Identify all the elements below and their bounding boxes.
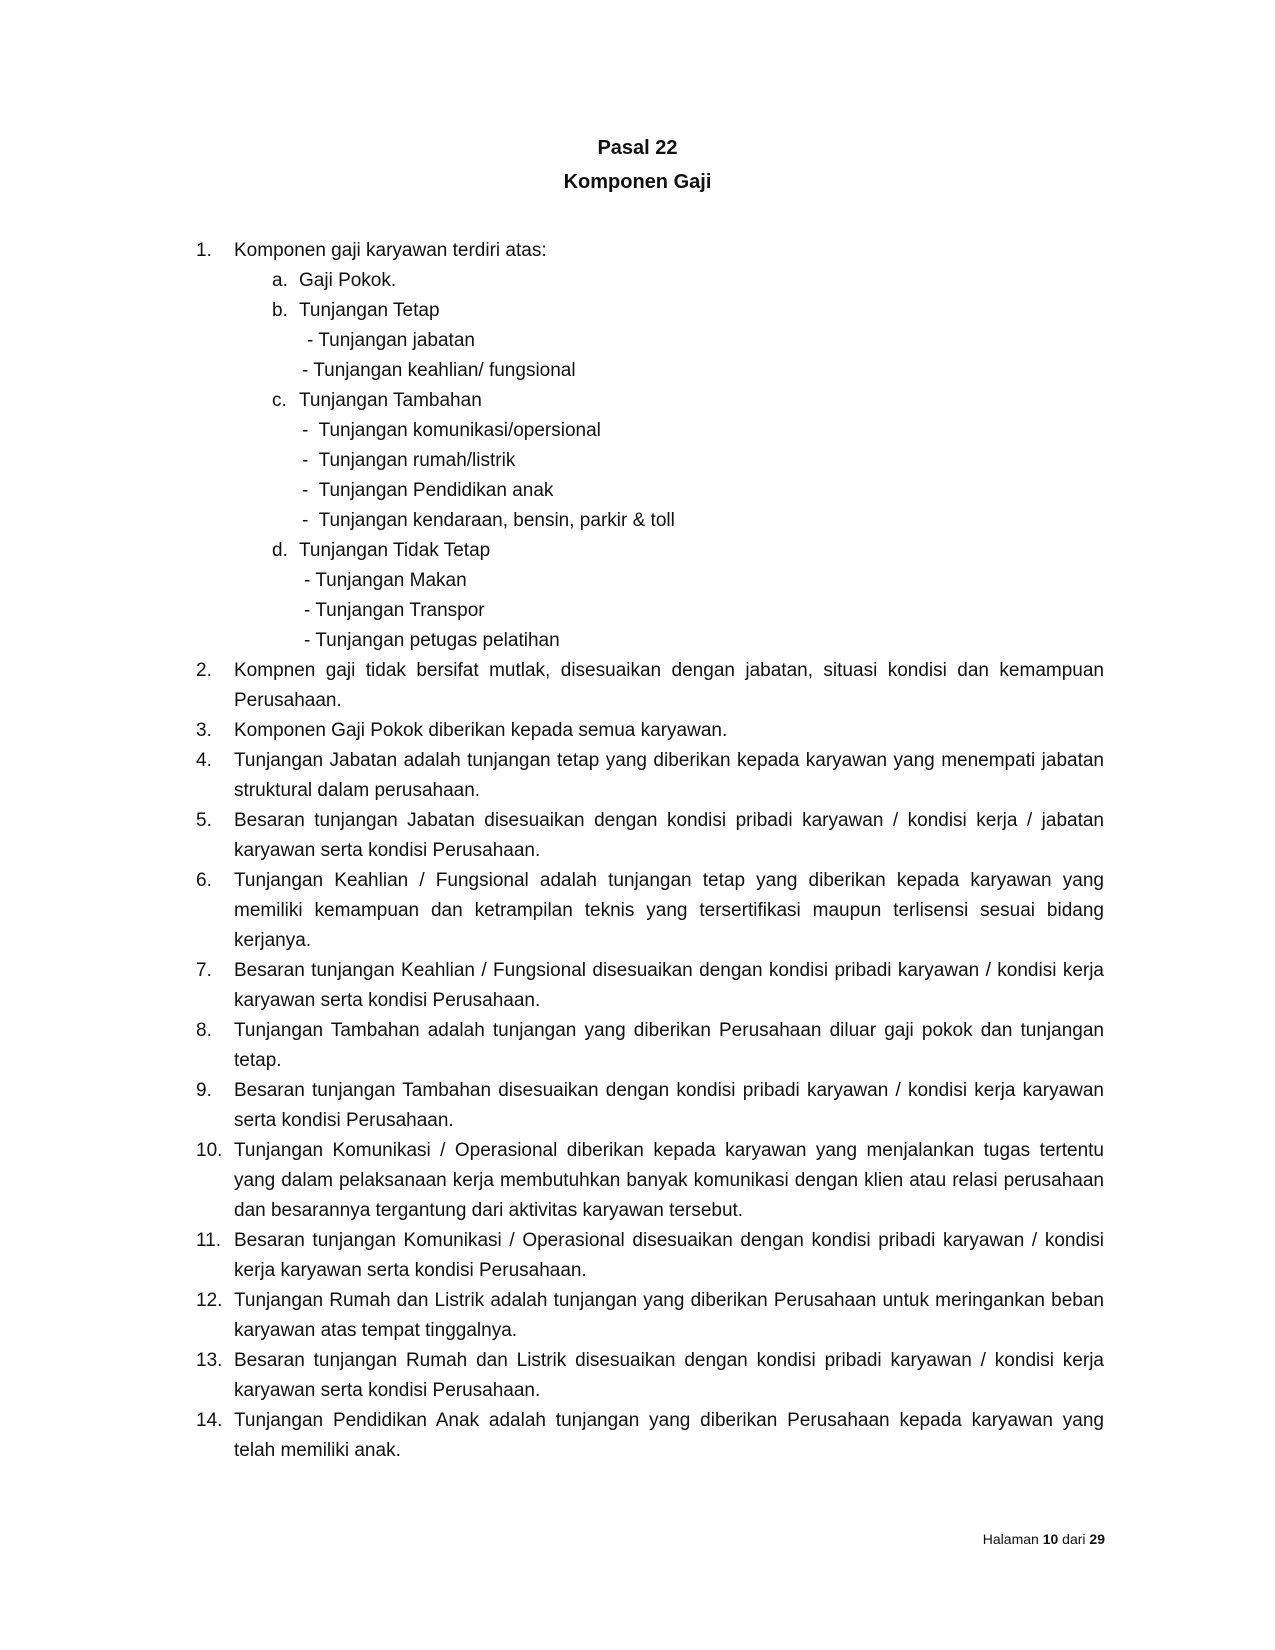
- list-number: 3.: [196, 720, 212, 741]
- dash-item: - Tunjangan rumah/listrik: [302, 450, 516, 471]
- list-number: 6.: [196, 870, 212, 891]
- list-item-4: [196, 746, 1104, 806]
- list-item-text: Komponen gaji karyawan terdiri atas:: [234, 240, 547, 261]
- dash-item: - Tunjangan Transpor: [304, 600, 485, 621]
- list-item-text: Besaran tunjangan Keahlian / Fungsional disesuaikan dengan kondisi pribadi karyawan / kondisi kerja karyawan serta kondisi Perusahaan.: [234, 960, 1104, 1011]
- sub-item-d: [196, 536, 1104, 566]
- dash-item: - Tunjangan petugas pelatihan: [304, 630, 560, 651]
- sub-label: Tunjangan Tidak Tetap: [299, 540, 491, 561]
- sub-item-c: [196, 386, 1104, 416]
- dash-item: - Tunjangan Pendidikan anak: [302, 480, 554, 501]
- list-item-text: Tunjangan Tambahan adalah tunjangan yang diberikan Perusahaan diluar gaji pokok dan tunjangan tetap.: [234, 1020, 1104, 1071]
- footer-middle: dari: [1062, 1531, 1086, 1547]
- list-item-3: [196, 716, 1104, 746]
- sub-label: Tunjangan Tambahan: [299, 390, 482, 411]
- list-number: 7.: [196, 960, 212, 981]
- page-number-footer: [983, 1530, 1105, 1548]
- article-number: Pasal 22: [597, 137, 678, 159]
- dash-item: - Tunjangan Makan: [304, 570, 467, 591]
- numbered-list: [196, 236, 1104, 1466]
- list-item-9: [196, 1076, 1104, 1136]
- list-number: 2.: [196, 660, 212, 681]
- list-item-1: [196, 236, 1104, 266]
- list-number: 14.: [196, 1410, 223, 1431]
- list-item-text: Besaran tunjangan Tambahan disesuaikan dengan kondisi pribadi karyawan / kondisi kerja karyawan serta kondisi Perusahaan.: [234, 1080, 1104, 1131]
- list-item-6: [196, 866, 1104, 956]
- sub-letter: a.: [272, 270, 288, 291]
- list-item-12: [196, 1286, 1104, 1346]
- list-number: 1.: [196, 240, 212, 261]
- sub-letter: b.: [272, 300, 288, 321]
- list-item-10: [196, 1136, 1104, 1226]
- list-item-7: [196, 956, 1104, 1016]
- list-item-14: [196, 1406, 1104, 1466]
- list-item-text: Kompnen gaji tidak bersifat mutlak, disesuaikan dengan jabatan, situasi kondisi dan kemampuan Perusahaan.: [234, 660, 1104, 711]
- list-item-text: Besaran tunjangan Komunikasi / Operasional disesuaikan dengan kondisi pribadi karyawan / kondisi kerja karyawan serta kondisi Perusahaan.: [234, 1230, 1104, 1281]
- list-number: 13.: [196, 1350, 223, 1371]
- footer-prefix: Halaman: [982, 1531, 1039, 1547]
- total-pages: 29: [1089, 1531, 1105, 1547]
- list-item-11: [196, 1226, 1104, 1286]
- list-item-text: Tunjangan Pendidikan Anak adalah tunjangan yang diberikan Perusahaan kepada karyawan yang telah memiliki anak.: [234, 1410, 1104, 1461]
- dash-item: - Tunjangan keahlian/ fungsional: [302, 360, 576, 381]
- list-item-text: Tunjangan Jabatan adalah tunjangan tetap yang diberikan kepada karyawan yang menempati jabatan struktural dalam perusahaan.: [234, 750, 1104, 801]
- dash-item: - Tunjangan kendaraan, bensin, parkir & toll: [302, 510, 675, 531]
- article-title: Komponen Gaji: [563, 171, 712, 193]
- list-number: 9.: [196, 1080, 212, 1101]
- list-number: 11.: [196, 1230, 222, 1251]
- dash-item: - Tunjangan komunikasi/opersional: [302, 420, 601, 441]
- list-number: 12.: [196, 1290, 223, 1311]
- list-item-13: [196, 1346, 1104, 1406]
- sub-item-a: [196, 266, 1104, 296]
- list-item-text: Tunjangan Komunikasi / Operasional diberikan kepada karyawan yang menjalankan tugas tertentu yang dalam pelaksanaan kerja membutuhkan banyak komunikasi dengan klien atau relasi perusahaan dan besarannya tergantung dari aktivitas karyawan tersebut.: [234, 1140, 1104, 1221]
- list-item-2: [196, 656, 1104, 716]
- dash-item: - Tunjangan jabatan: [307, 330, 475, 351]
- list-item-text: Besaran tunjangan Rumah dan Listrik disesuaikan dengan kondisi pribadi karyawan / kondisi kerja karyawan serta kondisi Perusahaan.: [234, 1350, 1104, 1401]
- list-item-text: Tunjangan Rumah dan Listrik adalah tunjangan yang diberikan Perusahaan untuk meringankan beban karyawan atas tempat tinggalnya.: [234, 1290, 1104, 1341]
- sub-label: Tunjangan Tetap: [299, 300, 440, 321]
- list-item-text: Komponen Gaji Pokok diberikan kepada semua karyawan.: [234, 720, 728, 741]
- current-page: 10: [1042, 1531, 1059, 1547]
- list-item-5: [196, 806, 1104, 866]
- list-item-8: [196, 1016, 1104, 1076]
- sub-item-b: [196, 296, 1104, 326]
- sub-letter: c.: [272, 390, 287, 411]
- list-number: 5.: [196, 810, 212, 831]
- list-number: 8.: [196, 1020, 212, 1041]
- list-item-text: Tunjangan Keahlian / Fungsional adalah tunjangan tetap yang diberikan kepada karyawan yang memiliki kemampuan dan ketrampilan teknis yang tersertifikasi maupun terlisensi sesuai bidang kerjanya.: [234, 870, 1104, 951]
- list-item-text: Besaran tunjangan Jabatan disesuaikan dengan kondisi pribadi karyawan / kondisi kerja / jabatan karyawan serta kondisi Perusahaan.: [234, 810, 1104, 861]
- sub-label: Gaji Pokok.: [299, 270, 397, 291]
- sub-letter: d.: [272, 540, 288, 561]
- list-number: 4.: [196, 750, 212, 771]
- list-number: 10.: [196, 1140, 223, 1161]
